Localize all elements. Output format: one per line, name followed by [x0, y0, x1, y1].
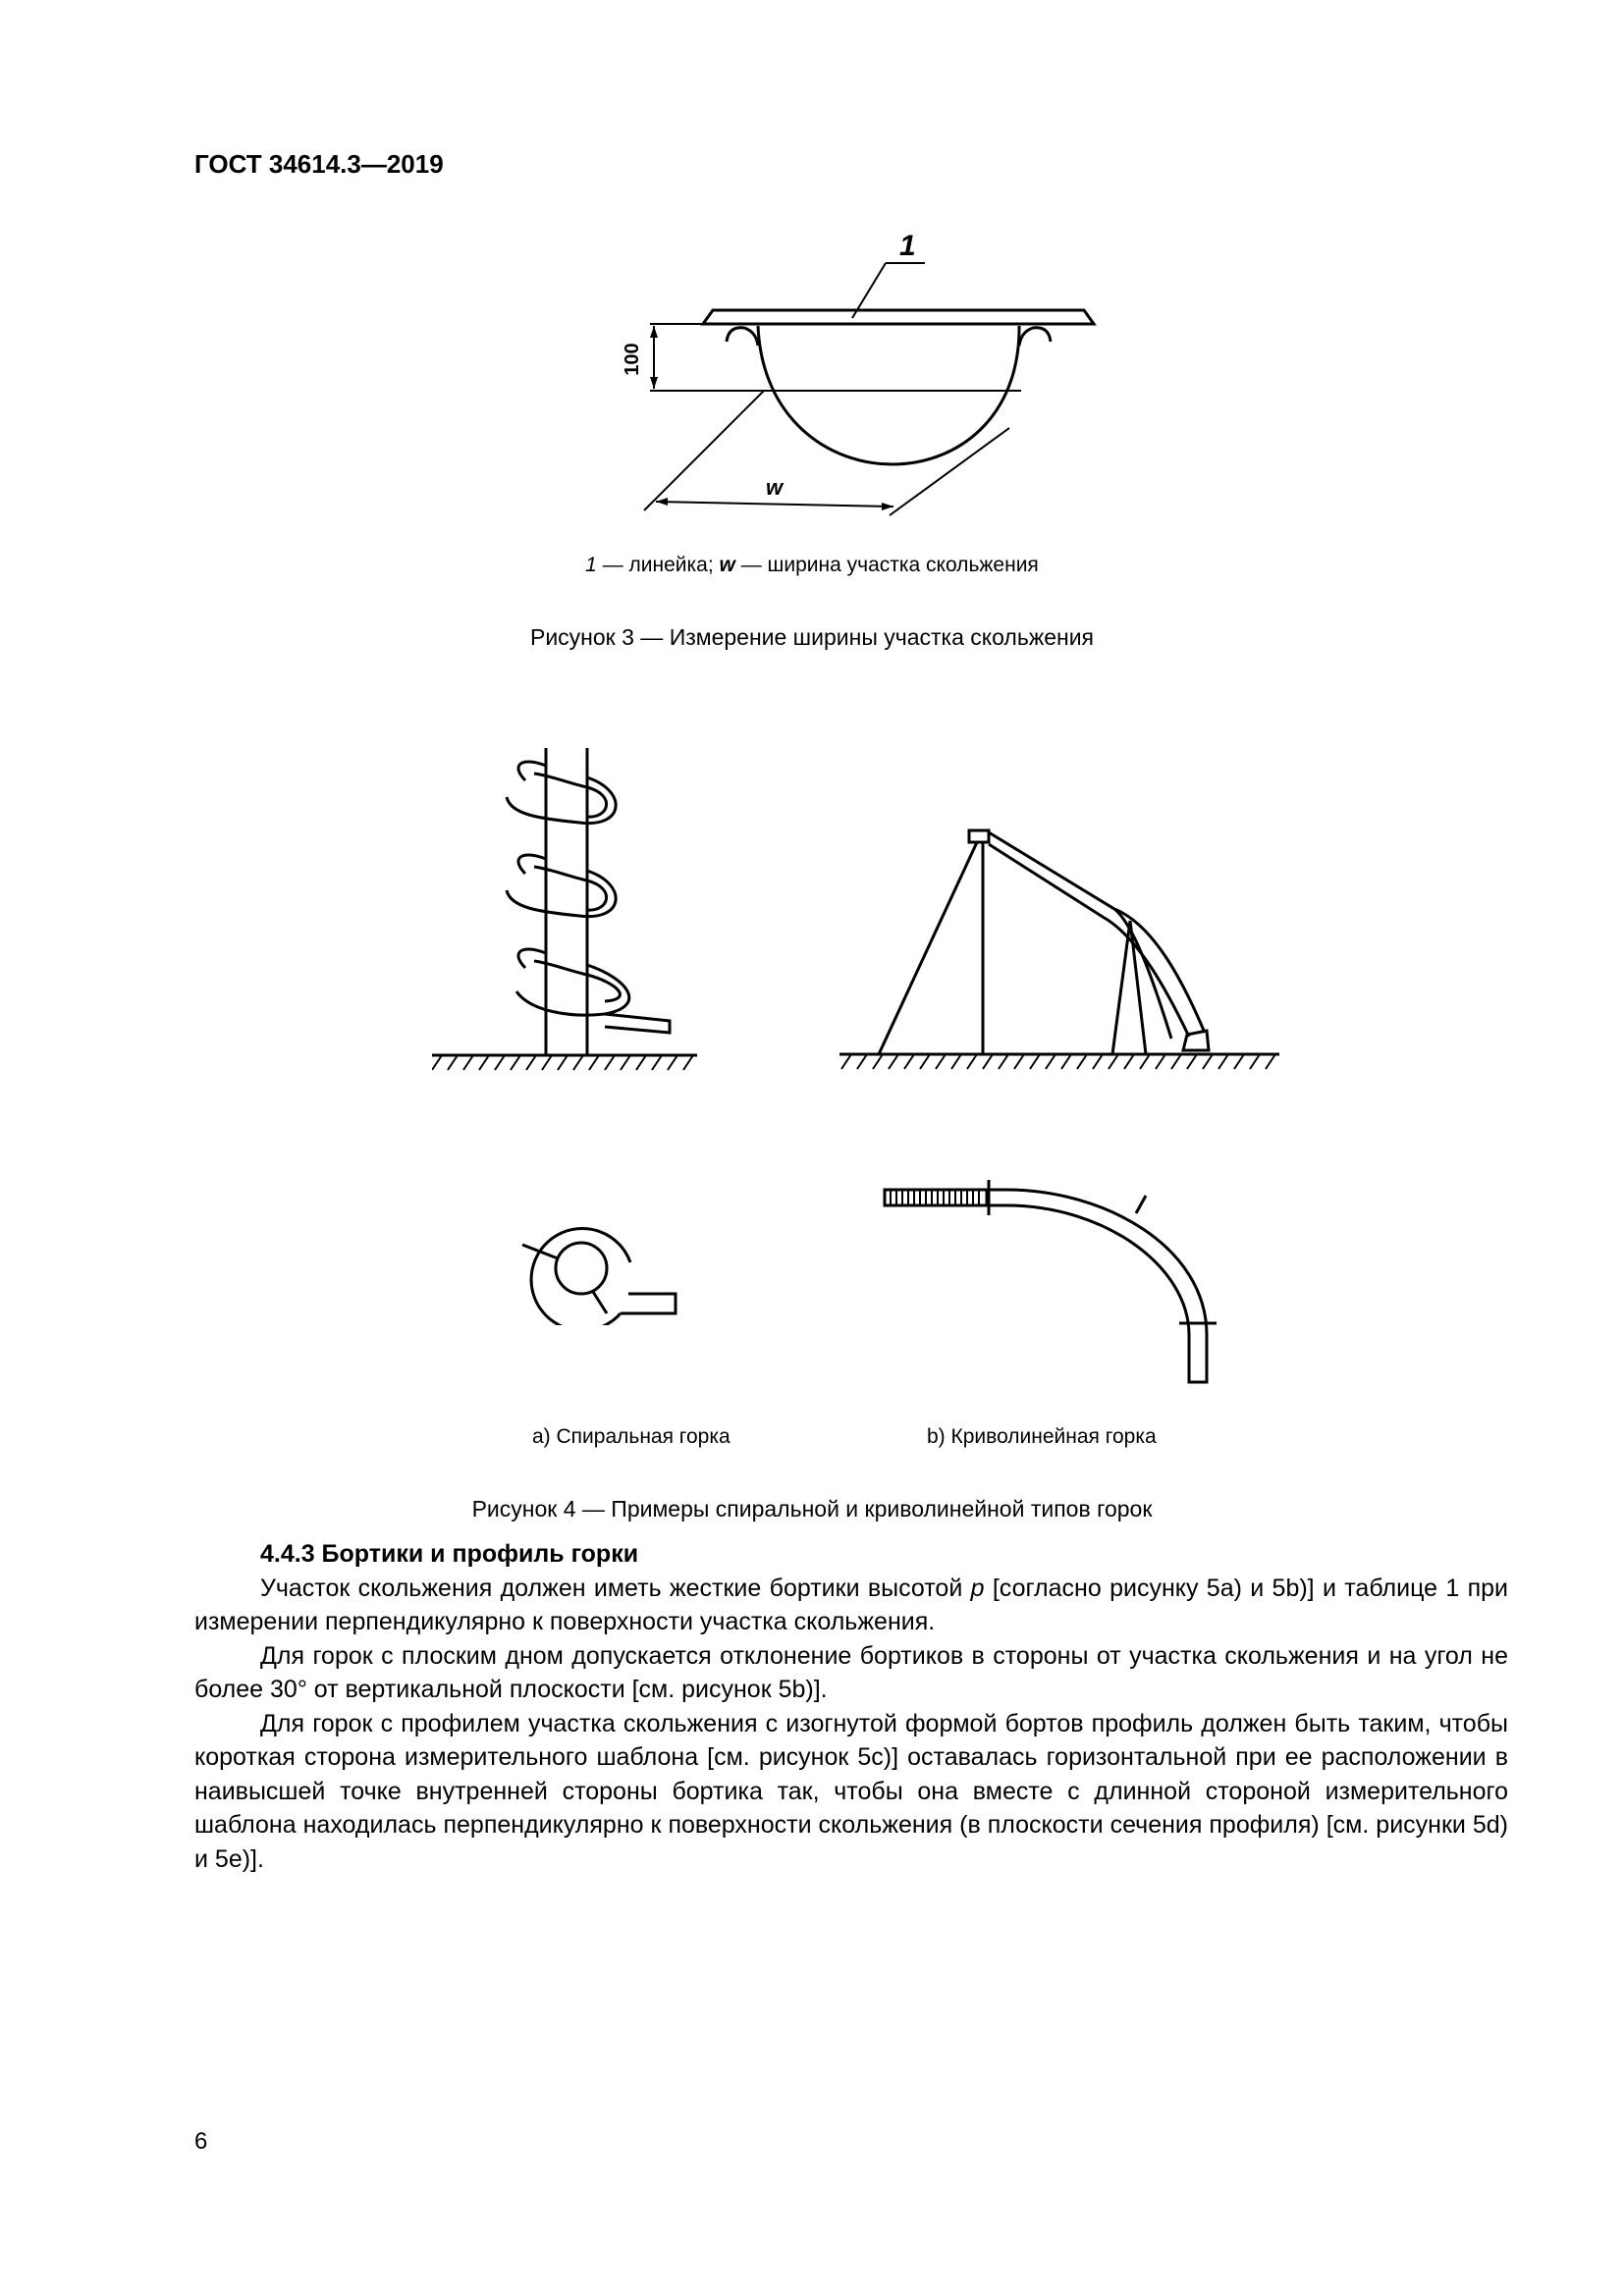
dimension-100-label: 100: [622, 343, 643, 376]
legend-item-1-number: 1: [585, 554, 597, 576]
spiral-slide-plan-view: [511, 1207, 687, 1325]
figure-3-drawing: [609, 216, 1100, 530]
callout-label: 1: [899, 230, 916, 262]
page-number: 6: [194, 2128, 208, 2155]
paragraph-1: Участок скольжения должен иметь жесткие бортики высотой p [согласно рисунку 5a) и 5b)] и таблице 1 при измерении перпендикулярно к поверхности участка скольжения.: [194, 1574, 1508, 1635]
paragraph-3: Для горок с профилем участка скольжения с изогнутой формой бортов профиль должен быть таким, чтобы короткая сторона измерительного шаблона [см. рисунок 5c)] оставалась горизонтальной при ее расположении в наивысшей точке внутренней стороны бортика так, чтобы она вместе с длинной стороной измерительного шаблона находилась перпендикулярно к поверхности скольжения (в плоскости сечения профиля) [см. рисунки 5d) и 5e)].: [194, 1709, 1508, 1873]
legend-item-w-symbol: w: [719, 554, 735, 576]
figure-3-caption: Рисунок 3 — Измерение ширины участка скольжения: [529, 624, 1094, 650]
paragraph-2: Для горок с плоским дном допускается отклонение бортиков в стороны от участка скольжения и на угол не более 30° от вертикальной плоскости [см. рисунок 5b)].: [194, 1641, 1508, 1703]
section-heading: 4.4.3 Бортики и профиль горки: [260, 1540, 639, 1568]
section-4-4-3: [194, 1537, 1508, 1876]
figure-4-caption: Рисунок 4 — Примеры спиральной и криволинейной типов горок: [471, 1496, 1153, 1522]
ruler-shape: [703, 310, 1094, 324]
right-lip: [1019, 328, 1051, 346]
curved-slide-plan-view: [879, 1178, 1252, 1394]
curved-slide-side-view: [839, 815, 1291, 1090]
slide-bowl: [758, 326, 1019, 464]
figure-3-legend: 1 — линейка; w — ширина участка скольжения: [585, 554, 1039, 576]
dimension-w-label: w: [766, 475, 784, 500]
document-header: ГОСТ 34614.3—2019: [194, 149, 444, 179]
left-lip: [727, 328, 758, 346]
figure-4b-label: b) Криволинейная горка: [927, 1425, 1157, 1448]
spiral-slide-side-view: [432, 736, 707, 1090]
figure-4a-label: a) Спиральная горка: [532, 1425, 731, 1448]
